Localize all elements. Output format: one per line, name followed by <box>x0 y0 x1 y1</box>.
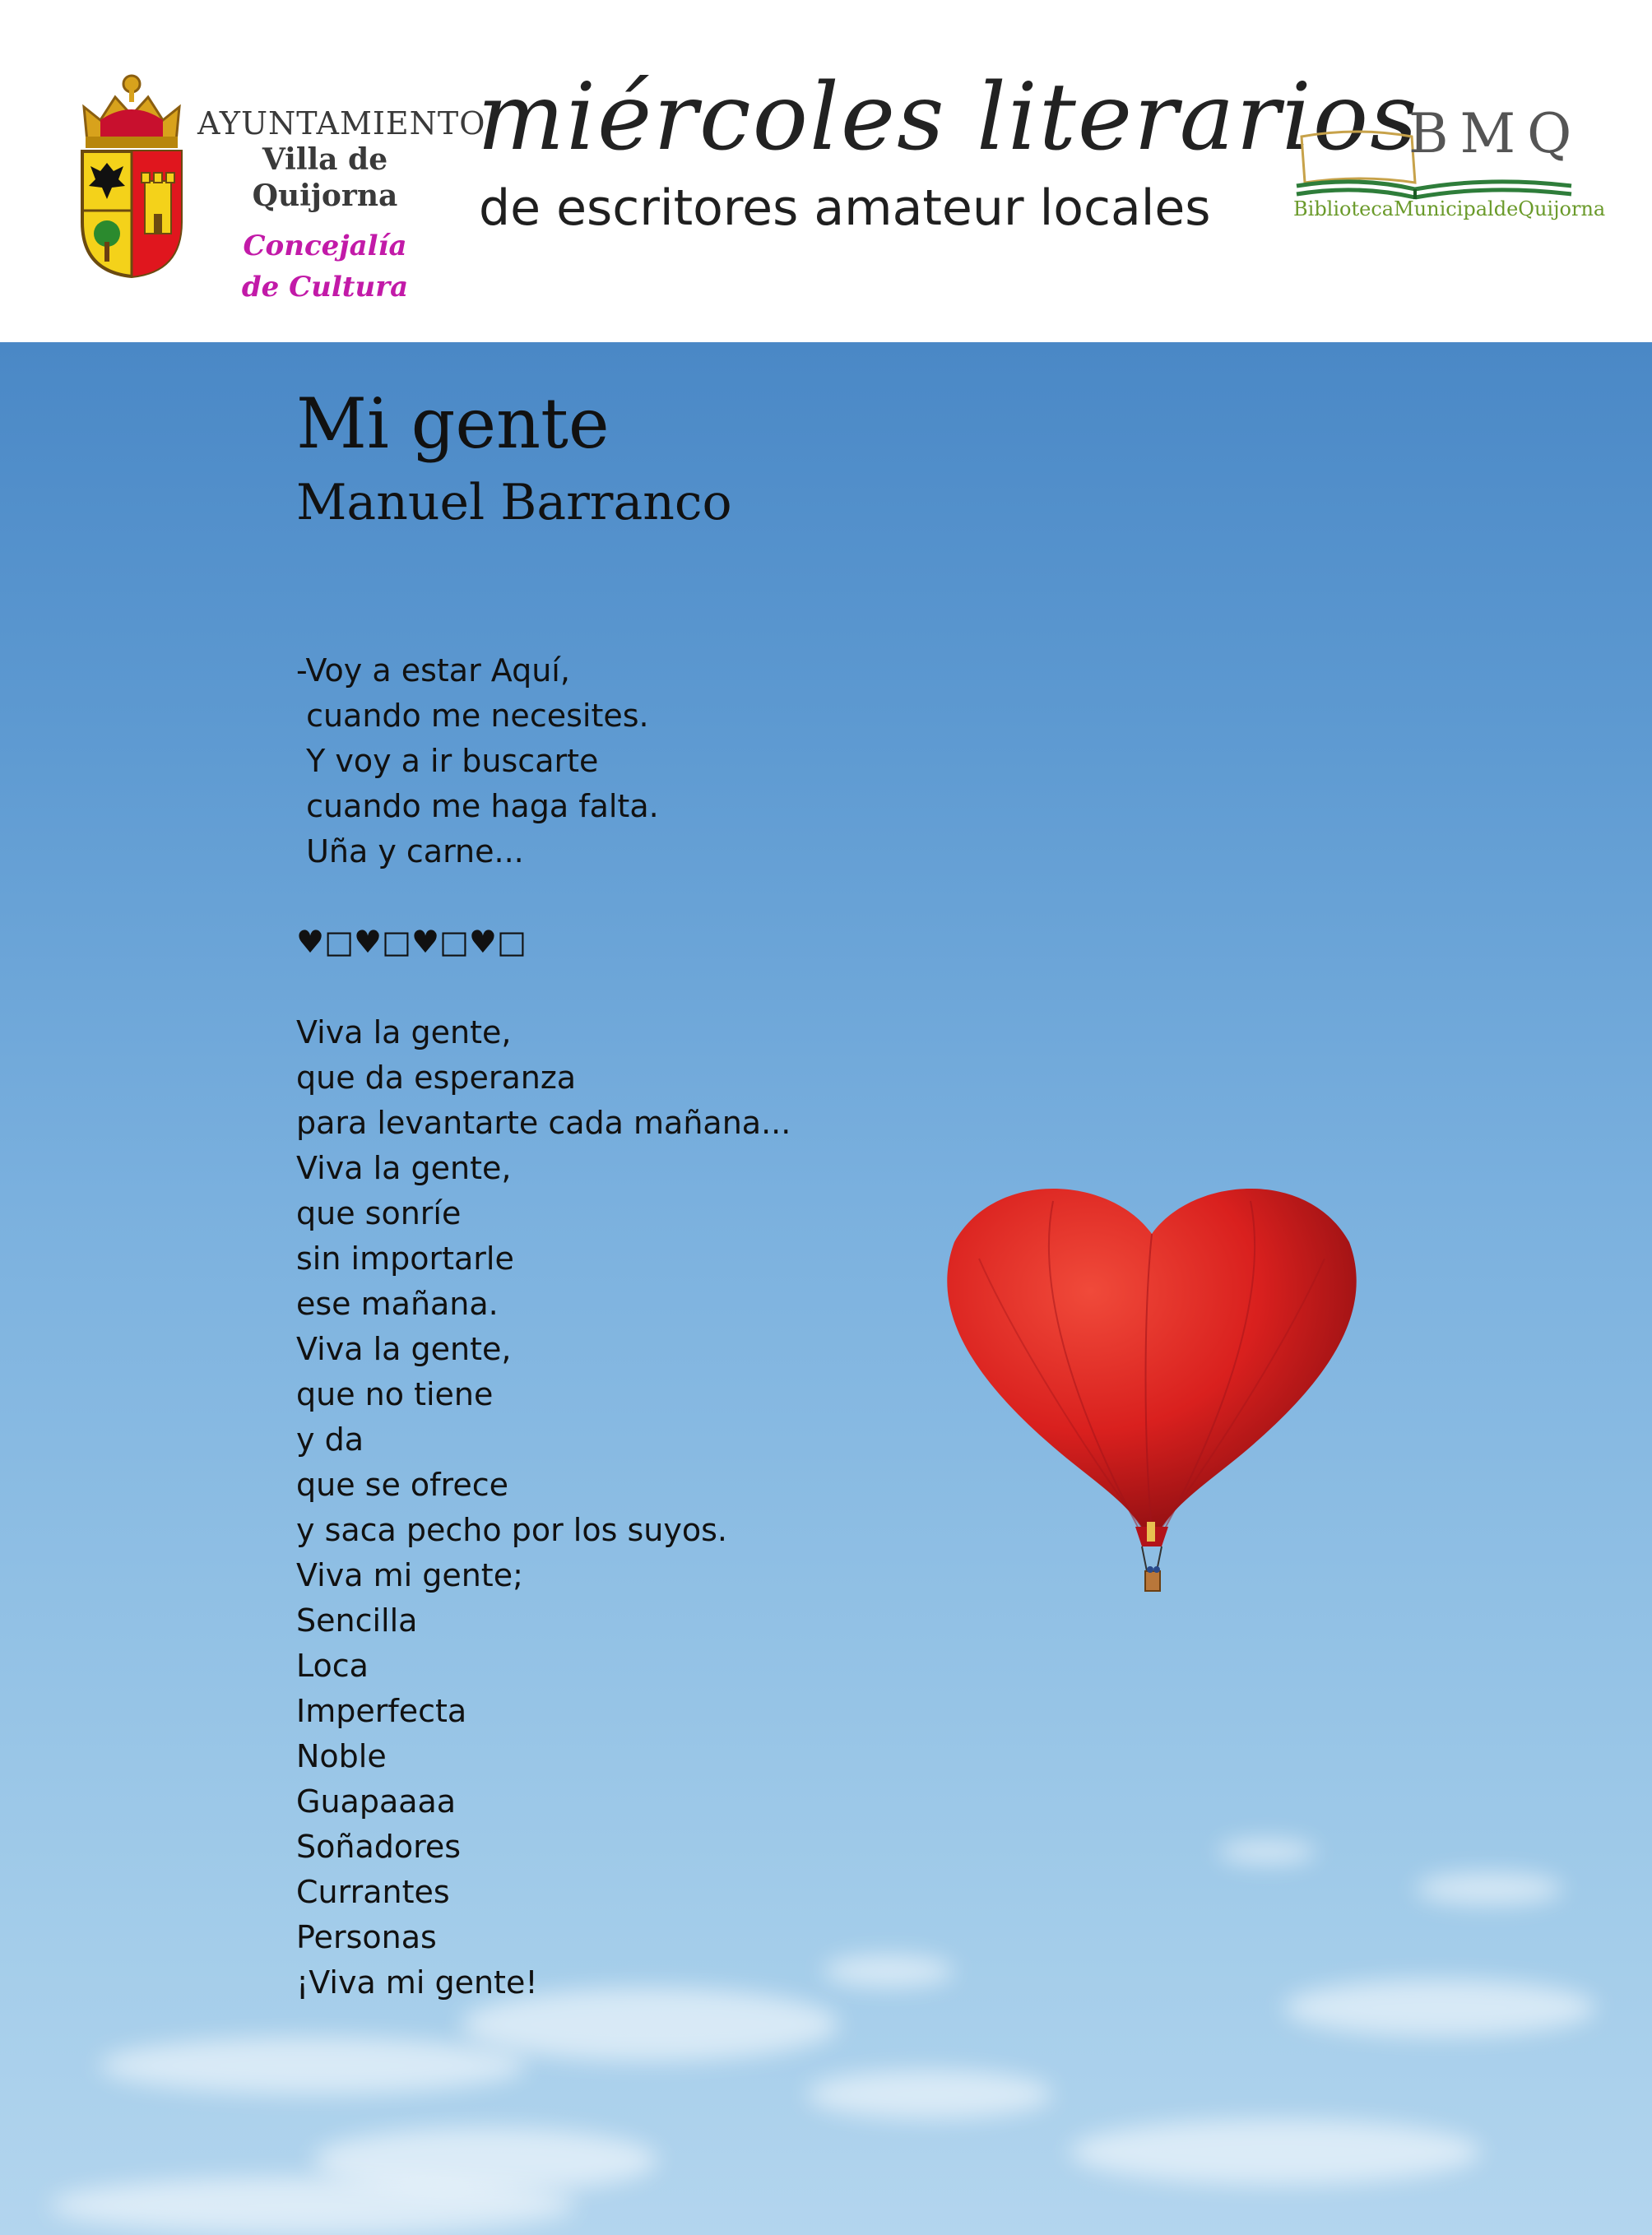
poem-line: Viva la gente, <box>296 1331 512 1367</box>
series-title: miércoles literarios <box>477 64 1419 171</box>
poem-author: Manuel Barranco <box>296 474 732 531</box>
poem-line: Viva la gente, <box>296 1150 512 1186</box>
poem-line: y da <box>296 1421 364 1458</box>
poem-line: cuando me necesites. <box>296 698 649 734</box>
poem-line: Noble <box>296 1738 387 1774</box>
cloud <box>1070 2119 1481 2185</box>
poem-line: Currantes <box>296 1874 450 1910</box>
cloud <box>1218 1839 1316 1864</box>
poem-line: que se ofrece <box>296 1467 508 1503</box>
poem-line: Uña y carne... <box>296 833 524 869</box>
cloud <box>1283 1979 1596 2037</box>
series-subtitle: de escritores amateur locales <box>479 179 1211 237</box>
poem-line <box>296 874 791 920</box>
heart-balloon-icon <box>946 1168 1357 1596</box>
poem-line: que da esperanza <box>296 1060 577 1096</box>
poem-line: ♥□♥□♥□♥□ <box>296 924 527 960</box>
cloud <box>1415 1872 1563 1905</box>
poem-line: Viva la gente, <box>296 1014 512 1050</box>
poem-line: cuando me haga falta. <box>296 788 659 824</box>
poem-line: Guapaaaa <box>296 1783 457 1820</box>
sky-background <box>0 342 1652 2235</box>
ayuntamiento-block <box>197 105 486 308</box>
ayuntamiento-label: AYUNTAMIENTO <box>197 105 486 141</box>
poem-line: y saca pecho por los suyos. <box>296 1512 727 1548</box>
poem-line: para levantarte cada mañana... <box>296 1105 791 1141</box>
poem-body <box>296 648 791 2005</box>
cloud <box>806 2070 1053 2119</box>
cloud <box>99 2037 527 2094</box>
bmq-caption: BibliotecaMunicipaldeQuijorna <box>1293 197 1606 220</box>
poem-line: Y voy a ir buscarte <box>296 743 599 779</box>
poem-line: que no tiene <box>296 1376 494 1412</box>
cloud <box>823 1954 954 1987</box>
poem-line: Imperfecta <box>296 1693 467 1729</box>
poem-line: Viva mi gente; <box>296 1557 523 1593</box>
poem-line <box>296 965 791 1010</box>
poem-title: Mi gente <box>296 383 610 464</box>
poem-line: sin importarle <box>296 1240 514 1277</box>
poem-line: ¡Viva mi gente! <box>296 1964 538 2001</box>
poem-line: -Voy a estar Aquí, <box>296 652 570 689</box>
poem-line: Personas <box>296 1919 437 1955</box>
poem-line: ese mañana. <box>296 1286 499 1322</box>
header <box>0 0 1652 342</box>
bmq-logo-text: BMQ <box>1408 102 1584 165</box>
poem-line: Sencilla <box>296 1602 418 1639</box>
villa-label: Villa de Quijorna <box>252 142 398 213</box>
coat-of-arms-icon <box>76 66 188 280</box>
poem-line: que sonríe <box>296 1195 462 1231</box>
poem-line: Soñadores <box>296 1829 462 1865</box>
cloud <box>49 2177 576 2234</box>
poem-line: Loca <box>296 1648 369 1684</box>
concejalia-label: Concejalía de Cultura <box>241 230 409 304</box>
